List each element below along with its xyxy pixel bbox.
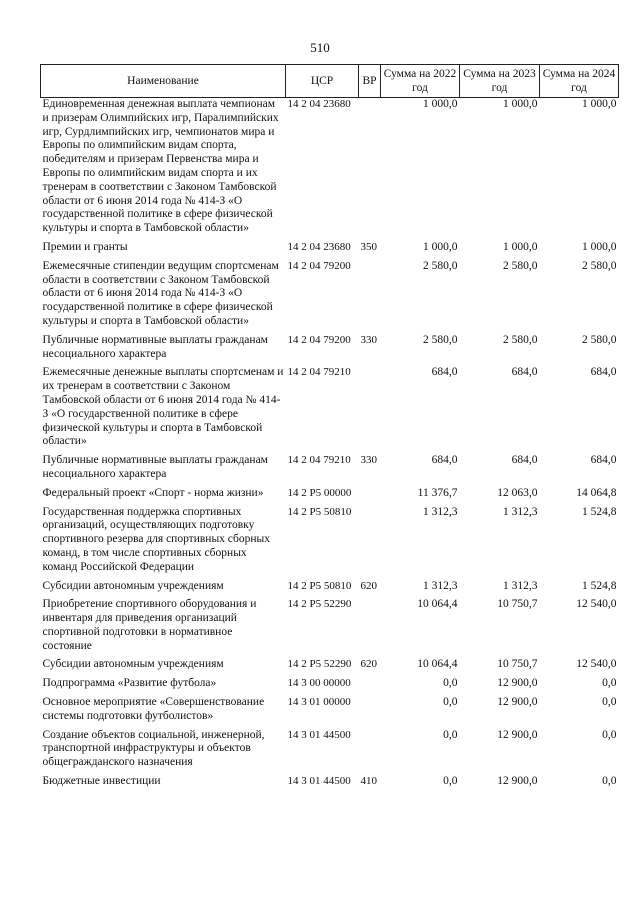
row-name: Премии и гранты xyxy=(42,240,128,253)
table-row xyxy=(41,696,619,729)
row-sum-2023: 12 900,0 xyxy=(497,728,538,741)
row-vr xyxy=(359,729,381,775)
row-sum-2024: 2 580,0 xyxy=(582,259,617,272)
row-sum-2023: 684,0 xyxy=(511,454,538,467)
header-sum-2024: Сумма на 2024 год xyxy=(540,65,619,98)
row-csr: 14 2 P5 00000 xyxy=(287,486,352,499)
table-row xyxy=(41,729,619,775)
table-row xyxy=(41,98,619,241)
row-sum-2022: 1 312,3 xyxy=(423,579,458,592)
row-name: Подпрограмма «Развитие футбола» xyxy=(42,677,217,690)
row-name: Федеральный проект «Спорт - норма жизни» xyxy=(42,486,264,499)
row-name: Единовременная денежная выплата чемпионам и призерам Олимпийских игр, Паралимпийских игр, Сурдлимпийских игр, чемпионатов мира и Европы по олимпийским видам спорта, победителям и призерам Первенства мира и Европы по олимпийским видам спорта и их тренерам в соответствии с Законом Тамбовской области от 6 июня 2014 года № 414-З «О государственной политике в сфере физической культуры и спорта в Тамбовской области» xyxy=(42,98,279,235)
row-name: Субсидии автономным учреждениям xyxy=(42,579,224,592)
row-sum-2022: 2 580,0 xyxy=(423,333,458,346)
row-csr: 14 2 P5 50810 xyxy=(287,505,352,518)
table-row xyxy=(41,366,619,454)
row-name: Приобретение спортивного оборудования и инвентаря для приведения организаций спортивной подготовки в нормативное состояние xyxy=(42,598,257,652)
table-body xyxy=(41,98,619,794)
row-csr: 14 2 04 79210 xyxy=(287,366,351,379)
table-row xyxy=(41,580,619,599)
row-sum-2023: 10 750,7 xyxy=(497,658,538,671)
table-row xyxy=(41,677,619,696)
table-row xyxy=(41,658,619,677)
row-sum-2022: 684,0 xyxy=(431,366,458,379)
row-sum-2022: 1 000,0 xyxy=(423,240,458,253)
row-sum-2024: 1 000,0 xyxy=(582,240,617,253)
table-header xyxy=(41,65,619,98)
row-csr: 14 3 01 00000 xyxy=(287,696,351,709)
row-sum-2024: 12 540,0 xyxy=(576,658,617,671)
row-sum-2022: 10 064,4 xyxy=(417,658,458,671)
row-name: Ежемесячные стипендии ведущим спортсменам области в соответствии с Законом Тамбовской области от 6 июня 2014 года № 414-З «О государственной политике в сфере физической культуры и спорта в Тамбовской области» xyxy=(42,259,279,327)
row-csr: 14 2 P5 50810 xyxy=(287,579,352,592)
row-sum-2024: 684,0 xyxy=(590,454,617,467)
budget-table-container xyxy=(40,64,618,794)
row-csr: 14 3 01 44500 xyxy=(287,775,351,788)
row-name: Государственная поддержка спортивных организаций, осуществляющих подготовку спортивного резерва для спортивных сборных команд, в том числе спортивных сборных команд Российской Федерации xyxy=(42,505,271,573)
row-sum-2024: 1 524,8 xyxy=(582,505,617,518)
page-number: 510 xyxy=(310,40,330,55)
row-vr xyxy=(359,677,381,696)
row-sum-2023: 2 580,0 xyxy=(503,259,538,272)
row-vr: 330 xyxy=(360,454,377,467)
header-vr: ВР xyxy=(359,65,381,98)
row-sum-2024: 0,0 xyxy=(602,677,617,690)
row-sum-2022: 0,0 xyxy=(443,677,458,690)
row-csr: 14 2 P5 52290 xyxy=(287,658,352,671)
row-sum-2022: 2 580,0 xyxy=(423,259,458,272)
row-name: Основное мероприятие «Совершенствование системы подготовки футболистов» xyxy=(42,696,265,722)
table-row xyxy=(41,334,619,367)
table-row xyxy=(41,775,619,794)
row-sum-2024: 12 540,0 xyxy=(576,598,617,611)
row-sum-2022: 1 000,0 xyxy=(423,98,458,110)
table-row xyxy=(41,241,619,260)
row-sum-2024: 684,0 xyxy=(590,366,617,379)
row-csr: 14 2 04 79210 xyxy=(287,454,351,467)
header-sum-2023: Сумма на 2023 год xyxy=(460,65,540,98)
row-name: Бюджетные инвестиции xyxy=(42,775,161,788)
row-csr: 14 3 00 00000 xyxy=(287,677,351,690)
row-vr xyxy=(359,487,381,506)
row-name: Субсидии автономным учреждениям xyxy=(42,658,224,671)
row-csr: 14 3 01 44500 xyxy=(287,728,351,741)
row-sum-2023: 1 000,0 xyxy=(503,98,538,110)
row-csr: 14 2 04 79200 xyxy=(287,333,351,346)
row-sum-2024: 0,0 xyxy=(602,728,617,741)
row-sum-2024: 1 524,8 xyxy=(582,579,617,592)
row-vr: 410 xyxy=(360,775,377,788)
row-sum-2024: 0,0 xyxy=(602,775,617,788)
row-sum-2023: 1 312,3 xyxy=(503,579,538,592)
row-vr: 620 xyxy=(360,579,377,592)
row-name: Создание объектов социальной, инженерной, транспортной инфраструктуры и объектов общегражданского назначения xyxy=(42,728,265,769)
row-name: Публичные нормативные выплаты гражданам несоциального характера xyxy=(42,454,268,480)
table-row xyxy=(41,487,619,506)
row-sum-2023: 12 900,0 xyxy=(497,677,538,690)
row-sum-2022: 0,0 xyxy=(443,728,458,741)
row-sum-2024: 2 580,0 xyxy=(582,333,617,346)
row-sum-2023: 12 063,0 xyxy=(497,486,538,499)
row-sum-2022: 0,0 xyxy=(443,696,458,709)
header-name: Наименование xyxy=(41,65,286,98)
row-vr xyxy=(359,696,381,729)
row-vr xyxy=(359,366,381,454)
row-sum-2022: 0,0 xyxy=(443,775,458,788)
row-csr: 14 2 P5 52290 xyxy=(287,598,352,611)
table-row xyxy=(41,260,619,334)
row-name: Публичные нормативные выплаты гражданам несоциального характера xyxy=(42,333,268,360)
row-sum-2023: 12 900,0 xyxy=(497,696,538,709)
budget-table xyxy=(40,64,619,794)
header-csr: ЦСР xyxy=(286,65,359,98)
row-sum-2023: 2 580,0 xyxy=(503,333,538,346)
row-sum-2024: 14 064,8 xyxy=(576,486,617,499)
row-sum-2022: 10 064,4 xyxy=(417,598,458,611)
table-row xyxy=(41,598,619,658)
row-csr: 14 2 04 79200 xyxy=(287,259,351,272)
row-vr xyxy=(359,506,381,580)
row-csr: 14 2 04 23680 xyxy=(287,98,351,110)
row-vr xyxy=(359,98,381,241)
row-sum-2024: 1 000,0 xyxy=(582,98,617,110)
row-sum-2023: 1 000,0 xyxy=(503,240,538,253)
row-vr xyxy=(359,598,381,658)
row-name: Ежемесячные денежные выплаты спортсменам и их тренерам в соответствии с Законом Тамбовской области от 6 июня 2014 года № 414-З «О государственной политике в сфере физической культуры и спорта в Тамбовской области» xyxy=(42,366,284,448)
row-sum-2023: 1 312,3 xyxy=(503,505,538,518)
row-sum-2023: 684,0 xyxy=(511,366,538,379)
row-sum-2022: 684,0 xyxy=(431,454,458,467)
row-sum-2022: 11 376,7 xyxy=(417,486,458,499)
table-row xyxy=(41,506,619,580)
row-vr: 330 xyxy=(360,333,377,346)
row-vr: 620 xyxy=(360,658,377,671)
row-sum-2023: 12 900,0 xyxy=(497,775,538,788)
header-sum-2022: Сумма на 2022 год xyxy=(381,65,460,98)
row-sum-2024: 0,0 xyxy=(602,696,617,709)
row-vr: 350 xyxy=(360,240,377,253)
table-row xyxy=(41,454,619,487)
row-vr xyxy=(359,260,381,334)
row-sum-2023: 10 750,7 xyxy=(497,598,538,611)
row-csr: 14 2 04 23680 xyxy=(287,240,351,253)
row-sum-2022: 1 312,3 xyxy=(423,505,458,518)
